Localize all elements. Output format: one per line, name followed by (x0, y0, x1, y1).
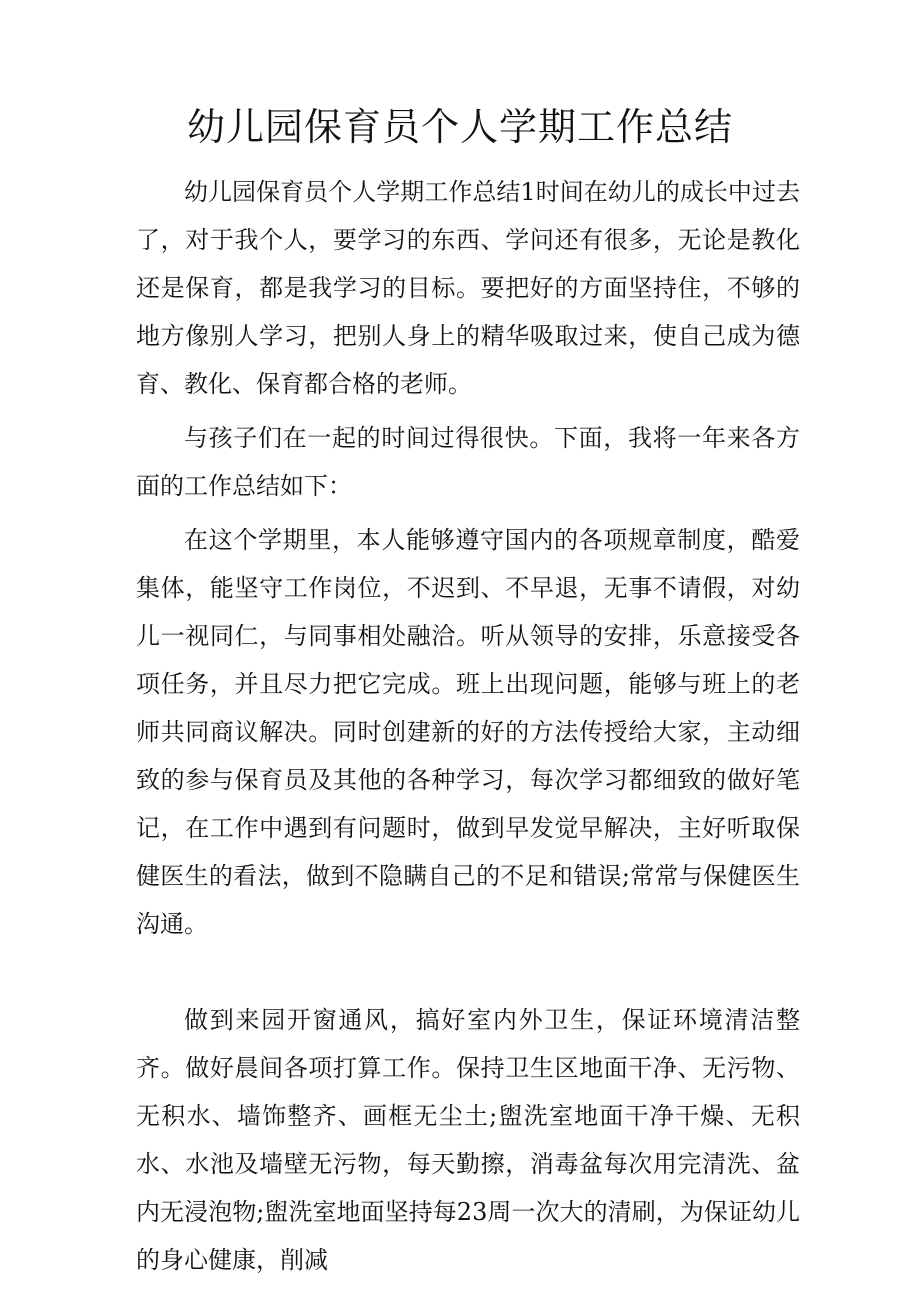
document-body (136, 168, 800, 1290)
paragraph-3: 在这个学期里，本人能够遵守国内的各项规章制度，酷爱集体，能坚守工作岗位，不迟到、不早退，无事不请假，对幼儿一视同仁，与同事相处融洽。听从领导的安排，乐意接受各项任务，并且尽力把它完成。班上出现问题，能够与班上的老师共同商议解决。同时创建新的好的方法传授给大家，主动细致的参与保育员及其他的各种学习，每次学习都细致的做好笔记，在工作中遇到有问题时，做到早发觉早解决，主好听取保健医生的看法，做到不隐瞒自己的不足和错误;常常与保健医生沟通。 (136, 526, 800, 938)
paragraph-2: 与孩子们在一起的时间过得很快。下面，我将一年来各方面的工作总结如下： (136, 424, 800, 500)
paragraph-1: 幼儿园保育员个人学期工作总结1时间在幼儿的成长中过去了，对于我个人，要学习的东西、学问还有很多，无论是教化还是保育，都是我学习的目标。要把好的方面坚持住，不够的地方像别人学习，把别人身上的精华吸取过来，使自己成为德育、教化、保育都合格的老师。 (136, 178, 800, 398)
paragraph-4: 做到来园开窗通风，搞好室内外卫生，保证环境清洁整齐。做好晨间各项打算工作。保持卫生区地面干净、无污物、无积水、墙饰整齐、画框无尘土;盥洗室地面干净干燥、无积水、水池及墙壁无污物，每天勤擦，消毒盆每次用完清洗、盆内无浸泡物;盥洗室地面坚持每23周一次大的清刷，为保证幼儿的身心健康，削减 (136, 1006, 800, 1274)
document-title: 幼儿园保育员个人学期工作总结 (186, 105, 733, 149)
